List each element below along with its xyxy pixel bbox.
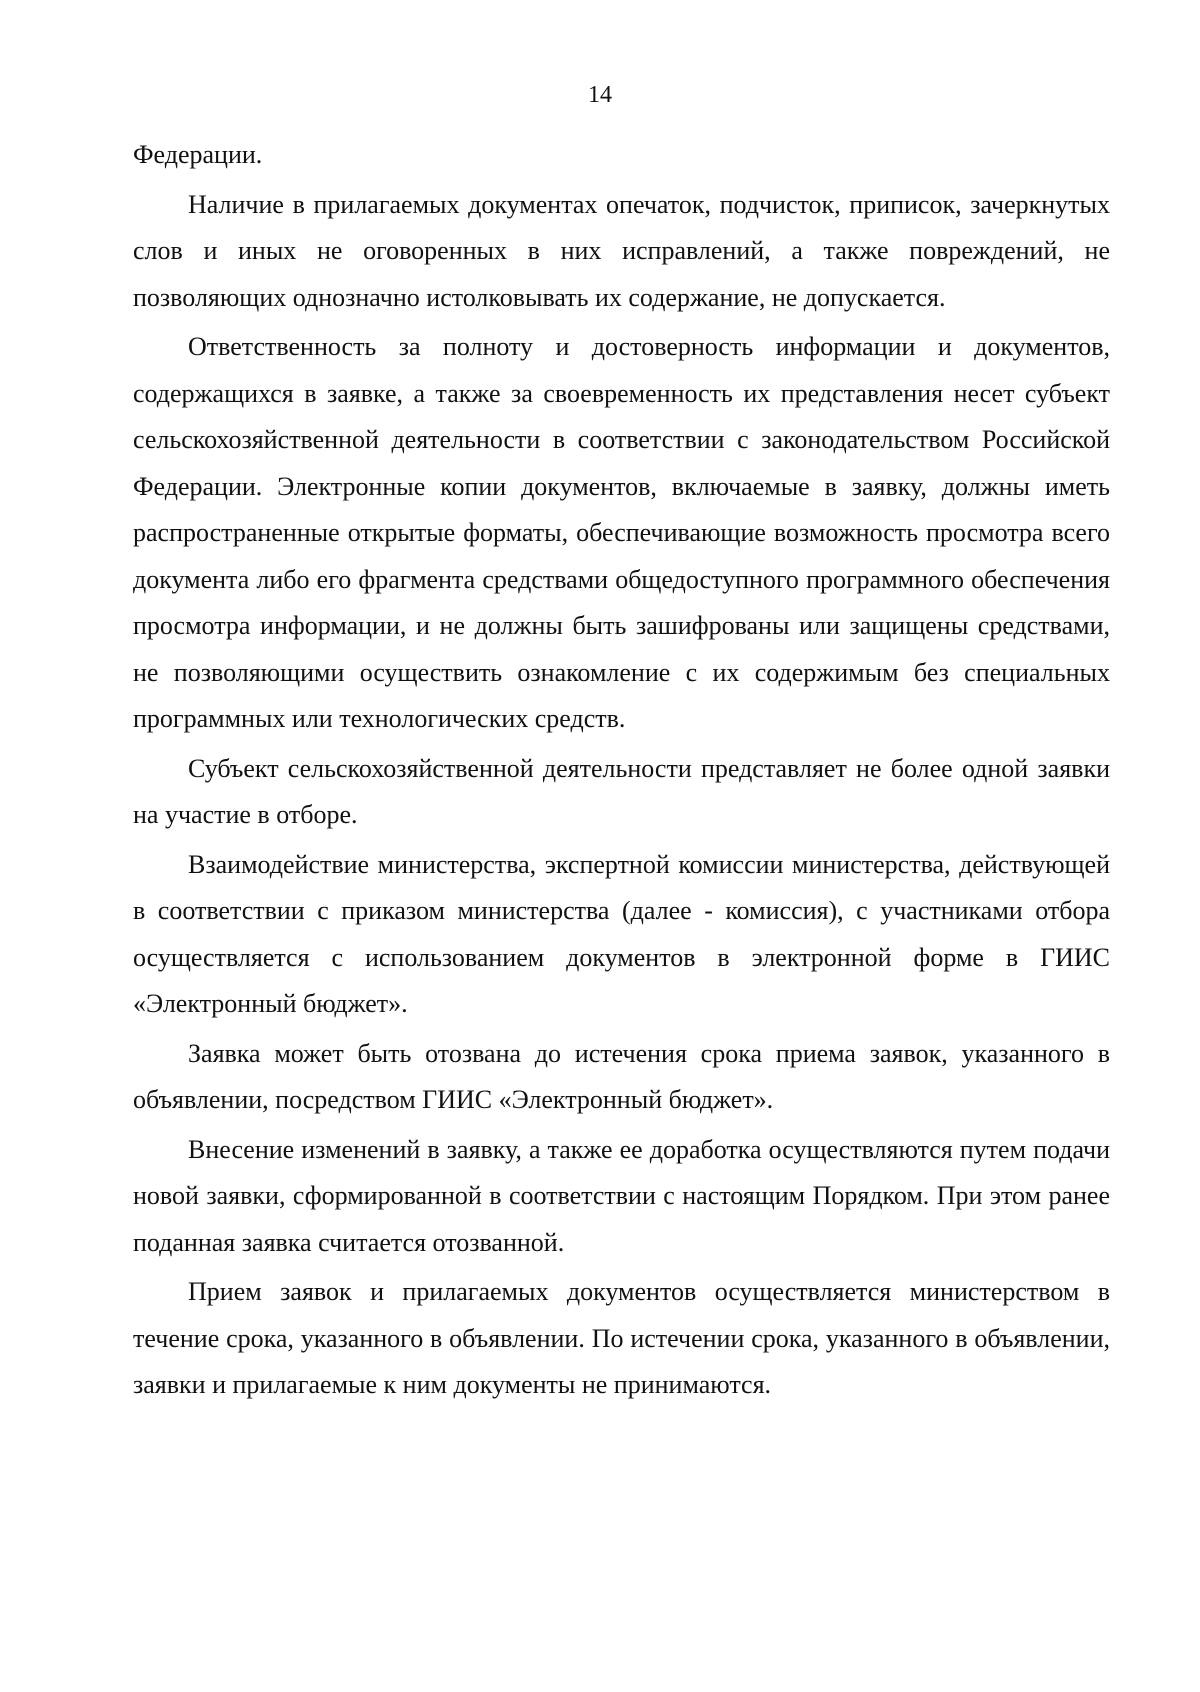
paragraph: Субъект сельскохозяйственной деятельности представляет не более одной заявки на участие в отборе. (133, 753, 1110, 829)
paragraph-continuation: Федерации. (133, 140, 263, 169)
paragraph: Наличие в прилагаемых документах опечаток, подчисток, приписок, зачеркнутых слов и иных не оговоренных в них исправлений, а также повреждений, не позволяющих однозначно истолковывать их содержание, не допускается. (133, 189, 1110, 312)
paragraph: Внесение изменений в заявку, а также ее доработка осуществляются путем подачи новой заявки, сформированной в соответствии с настоящим Порядком. При этом ранее поданная заявка считается отозванной. (133, 1134, 1110, 1257)
page-number: 14 (588, 82, 612, 108)
paragraph: Взаимодействие министерства, экспертной комиссии министерства, действующей в соответствии с приказом министерства (далее - комиссия), с участниками отбора осуществляется с использованием документов в электронной форме в ГИИС «Электронный бюджет». (133, 849, 1110, 1018)
paragraph: Заявка может быть отозвана до истечения срока приема заявок, указанного в объявлении, посредством ГИИС «Электронный бюджет». (133, 1038, 1110, 1114)
document-body (133, 132, 1110, 1412)
paragraph: Прием заявок и прилагаемых документов осуществляется министерством в течение срока, указанного в объявлении. По истечении срока, указанного в объявлении, заявки и прилагаемые к ним документы не принимаются. (133, 1277, 1110, 1399)
paragraph: Ответственность за полноту и достоверность информации и документов, содержащихся в заявке, а также за своевременность их представления несет субъект сельскохозяйственной деятельности в соответствии с законодательством Российской Федерации. Электронные копии документов, включаемые в заявку, должны иметь распространенные открытые форматы, обеспечивающие возможность просмотра всего документа либо его фрагмента средствами общедоступного программного обеспечения просмотра информации, и не должны быть зашифрованы или защищены средствами, не позволяющими осуществить ознакомление с их содержимым без специальных программных или технологических средств. (133, 332, 1110, 733)
